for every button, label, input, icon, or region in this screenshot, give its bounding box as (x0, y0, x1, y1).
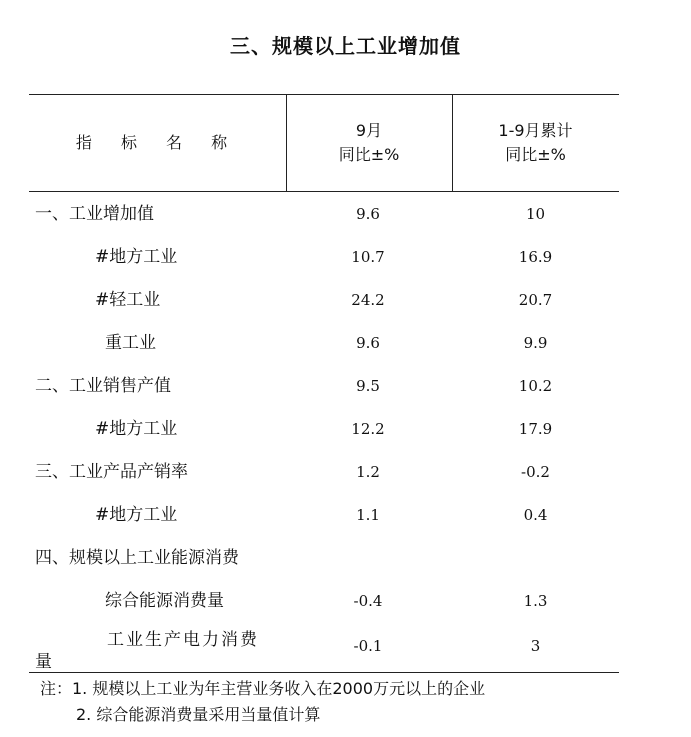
header-indicator (29, 95, 286, 191)
row-label: 三、工业产品产销率 (35, 462, 188, 482)
row-value-cumulative: 17.9 (518, 420, 553, 438)
header-cumulative (452, 95, 619, 191)
row-value-cumulative: 9.9 (523, 334, 548, 352)
footnotes (40, 676, 485, 728)
row-value-month: -0.1 (353, 637, 383, 655)
row-value-cumulative: -0.2 (521, 463, 550, 481)
footnote-2: 2. 综合能源消费量采用当量值计算 (76, 705, 321, 724)
row-value-month: 9.6 (356, 334, 380, 352)
header-divider (29, 191, 619, 192)
header-cumulative-sub: 同比±% (505, 145, 566, 164)
row-value-cumulative: 20.7 (518, 291, 553, 309)
row-value-cumulative (452, 537, 619, 580)
header-month (286, 95, 452, 191)
table-row (29, 537, 619, 580)
row-value-month: 9.5 (356, 377, 380, 395)
row-value-cumulative: 16.9 (518, 248, 553, 266)
row-value-month: 12.2 (351, 420, 385, 438)
row-label: 四、规模以上工业能源消费 (35, 548, 239, 568)
table-row (29, 625, 619, 672)
row-value-month (286, 537, 450, 580)
row-value-cumulative: 3 (530, 637, 541, 655)
table-row (29, 193, 619, 236)
table-row (29, 322, 619, 365)
row-value-month: 10.7 (351, 248, 385, 266)
table-row (29, 580, 619, 623)
row-value-cumulative: 10.2 (518, 377, 553, 395)
table-row (29, 365, 619, 408)
row-label: 二、工业销售产值 (35, 376, 171, 396)
row-label: 综合能源消费量 (105, 591, 224, 611)
table-row (29, 408, 619, 451)
header-cumulative-title: 1-9月累计 (498, 121, 573, 140)
row-value-cumulative: 10 (525, 205, 546, 223)
page-title: 三、规模以上工业增加值 (230, 34, 461, 58)
header-indicator-label: 指 标 名 称 (75, 133, 240, 152)
row-value-cumulative: 0.4 (523, 506, 548, 524)
table-row (29, 236, 619, 279)
table-row (29, 451, 619, 494)
data-table (29, 94, 619, 673)
row-value-cumulative: 1.3 (523, 592, 548, 610)
row-value-month: 9.6 (356, 205, 380, 223)
table-row (29, 279, 619, 322)
row-value-month: 1.1 (356, 506, 380, 524)
row-label: #地方工业 (95, 505, 178, 525)
row-label (29, 625, 286, 672)
row-value-month: 24.2 (351, 291, 385, 309)
row-label-line2: 量 (35, 652, 52, 672)
header-month-sub: 同比±% (338, 145, 400, 164)
table-row (29, 494, 619, 537)
row-label: #地方工业 (95, 419, 178, 439)
row-value-month: 1.2 (356, 463, 380, 481)
footnote-1: 注：1. 规模以上工业为年主营业务收入在2000万元以上的企业 (40, 679, 486, 698)
row-label-line1: 工业生产电力消费 (107, 630, 259, 650)
row-label: 一、工业增加值 (35, 204, 154, 224)
header-month-title: 9月 (355, 121, 383, 140)
row-label: #地方工业 (95, 247, 178, 267)
row-label: #轻工业 (95, 290, 161, 310)
row-value-month: -0.4 (353, 592, 383, 610)
row-label: 重工业 (105, 333, 156, 353)
